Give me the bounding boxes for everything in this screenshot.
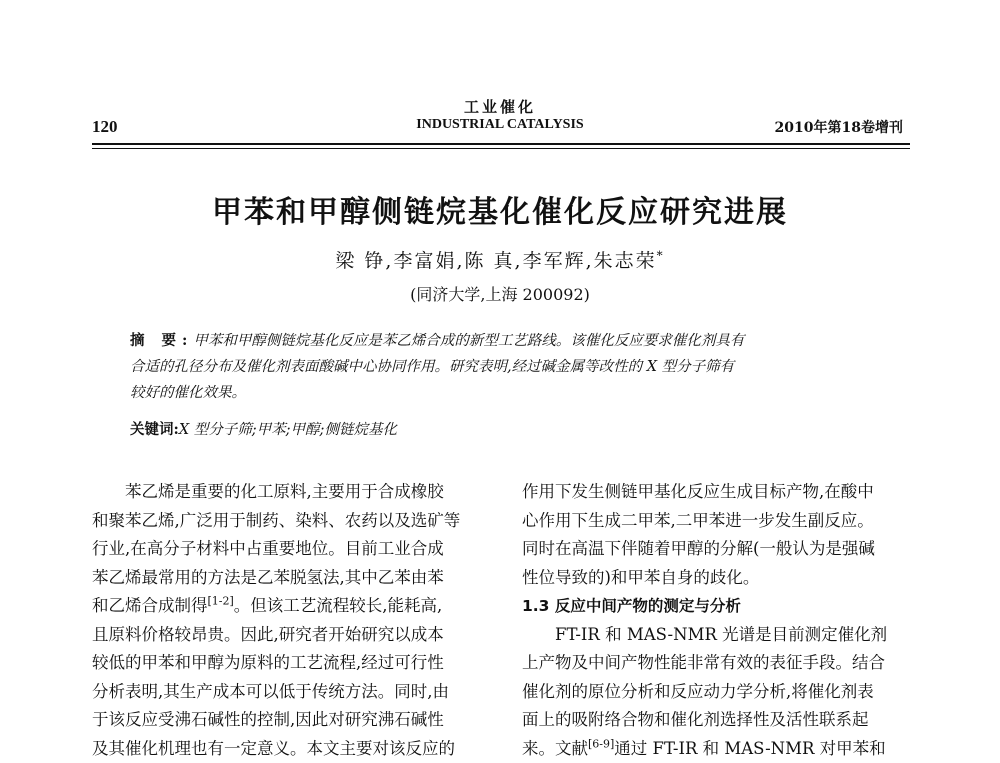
- body-line: [92, 592, 492, 621]
- section-heading: 1.3 反应中间产物的测定与分析: [522, 592, 922, 621]
- body-line: 及其催化机理也有一定意义。本文主要对该反应的: [92, 735, 492, 763]
- journal-name-cn: 工业催化: [0, 96, 1000, 117]
- body-line: 同时在高温下伴随着甲醇的分解(一般认为是强碱: [522, 535, 922, 564]
- body-line: 上产物及中间产物性能非常有效的表征手段。结合: [522, 649, 922, 678]
- body-line: 苯乙烯最常用的方法是乙苯脱氢法,其中乙苯由苯: [92, 564, 492, 593]
- abstract: [130, 328, 880, 406]
- issue-info: 2010年第18卷增刊: [775, 117, 903, 137]
- abstract-line: 合适的孔径分布及催化剂表面酸碱中心协同作用。研究表明,经过碱金属等改性的 X 型分子筛有: [130, 354, 880, 380]
- citation-ref: [1-2]: [208, 595, 234, 608]
- abstract-label: 摘 要:: [130, 332, 193, 349]
- header-rule-thick: [92, 143, 910, 145]
- body-line: 较低的甲苯和甲醇为原料的工艺流程,经过可行性: [92, 649, 492, 678]
- body-text: 和乙烯合成制得: [92, 596, 208, 615]
- body-line: 催化剂的原位分析和反应动力学分析,将催化剂表: [522, 678, 922, 707]
- body-line: 作用下发生侧链甲基化反应生成目标产物,在酸中: [522, 478, 922, 507]
- body-line: 性位导致的)和甲苯自身的歧化。: [522, 564, 922, 593]
- body-line: 心作用下生成二甲苯,二甲苯进一步发生副反应。: [522, 507, 922, 536]
- keywords-label: 关键词:: [130, 421, 179, 438]
- body-line: 于该反应受沸石碱性的控制,因此对研究沸石碱性: [92, 706, 492, 735]
- abstract-text: 甲苯和甲醇侧链烷基化反应是苯乙烯合成的新型工艺路线。该催化反应要求催化剂具有: [193, 333, 744, 349]
- affiliation: (同济大学,上海 200092): [0, 282, 1000, 305]
- author-list: [0, 246, 1000, 273]
- body-column-left: [92, 478, 492, 763]
- keywords: [130, 418, 880, 439]
- body-column-right: [522, 478, 922, 763]
- journal-name-en: INDUSTRIAL CATALYSIS: [0, 117, 1000, 133]
- header-rule-thin: [92, 148, 910, 149]
- paper-title: 甲苯和甲醇侧链烷基化催化反应研究进展: [0, 187, 1000, 231]
- body-line: [522, 735, 922, 763]
- body-line: 和聚苯乙烯,广泛用于制药、染料、农药以及选矿等: [92, 507, 492, 536]
- author-names: 梁 铮,李富娟,陈 真,李军辉,朱志荣: [335, 250, 656, 272]
- body-line: 行业,在高分子材料中占重要地位。目前工业合成: [92, 535, 492, 564]
- abstract-line: [130, 328, 880, 354]
- body-line: 面上的吸附络合物和催化剂选择性及活性联系起: [522, 706, 922, 735]
- body-line: FT-IR 和 MAS-NMR 光谱是目前测定催化剂: [522, 621, 922, 650]
- body-line: 且原料价格较昂贵。因此,研究者开始研究以成本: [92, 621, 492, 650]
- body-line: 分析表明,其生产成本可以低于传统方法。同时,由: [92, 678, 492, 707]
- page-number: 120: [92, 117, 118, 137]
- body-text: 通过 FT-IR 和 MAS-NMR 对甲苯和: [614, 739, 885, 758]
- citation-ref: [6-9]: [588, 737, 614, 750]
- abstract-line: 较好的催化效果。: [130, 380, 880, 406]
- body-text: 来。文献: [522, 739, 588, 758]
- corresponding-author-mark: *: [657, 249, 665, 263]
- keywords-text: X 型分子筛;甲苯;甲醇;侧链烷基化: [179, 422, 397, 438]
- body-text: 。但该工艺流程较长,能耗高,: [234, 596, 443, 615]
- body-line: 苯乙烯是重要的化工原料,主要用于合成橡胶: [92, 478, 492, 507]
